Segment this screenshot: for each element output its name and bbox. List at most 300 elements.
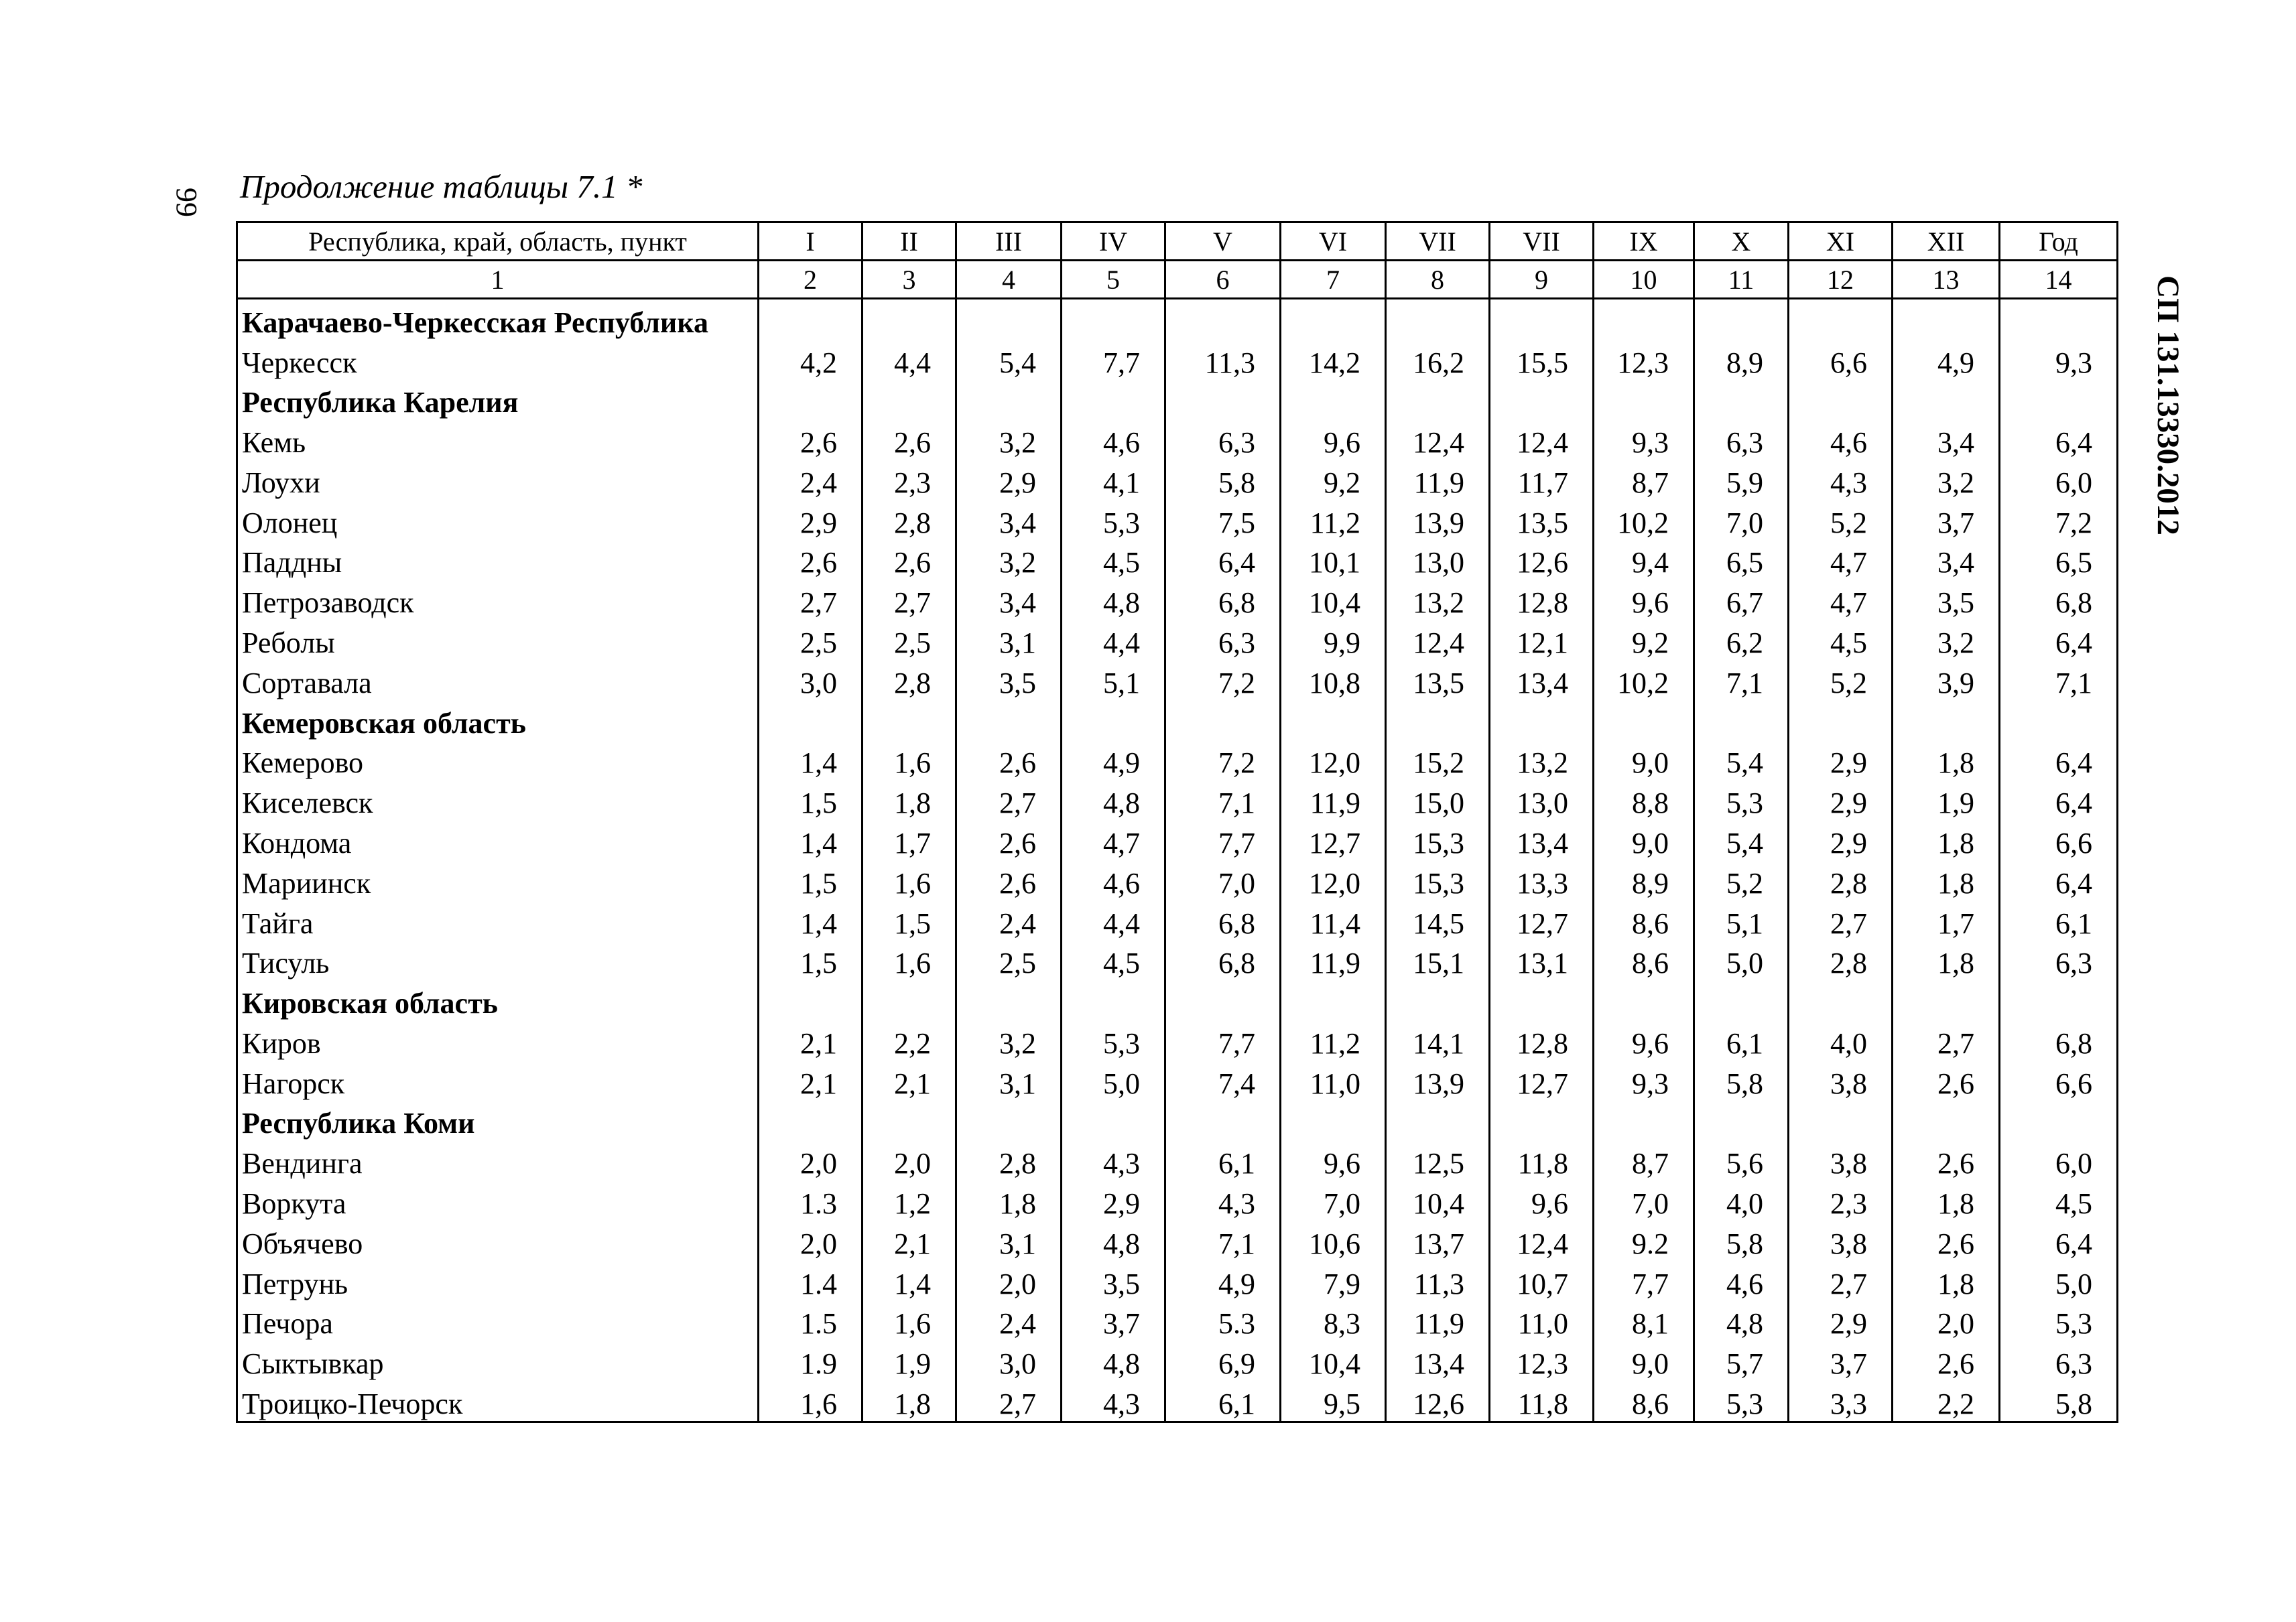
value-cell: 4,4 xyxy=(1062,620,1165,660)
value-cell xyxy=(956,980,1062,1020)
value-cell: 3,1 xyxy=(956,1221,1062,1261)
value-cell: 4,9 xyxy=(1062,740,1165,781)
value-cell: 9,2 xyxy=(1281,460,1386,500)
value-cell: 2,3 xyxy=(863,460,956,500)
value-cell xyxy=(759,980,863,1020)
value-cell: 2,9 xyxy=(1789,820,1893,860)
column-number-cell: 9 xyxy=(1490,261,1594,299)
value-cell: 9,6 xyxy=(1594,580,1694,620)
value-cell: 5,9 xyxy=(1694,460,1789,500)
value-cell: 2,6 xyxy=(759,419,863,460)
value-cell: 2,9 xyxy=(759,500,863,540)
value-cell: 5,0 xyxy=(1694,941,1789,981)
value-cell: 12,5 xyxy=(1386,1140,1490,1180)
value-cell: 6,3 xyxy=(1165,419,1281,460)
value-cell: 2,7 xyxy=(863,580,956,620)
value-cell: 11,9 xyxy=(1386,1301,1490,1341)
value-cell: 2,4 xyxy=(956,1301,1062,1341)
header-row xyxy=(237,222,2118,261)
table-row xyxy=(237,820,2118,860)
value-cell: 2,0 xyxy=(759,1140,863,1180)
value-cell xyxy=(1281,1101,1386,1141)
value-cell: 2,0 xyxy=(1893,1301,2000,1341)
place-name: Реболы xyxy=(237,620,759,660)
value-cell: 6,3 xyxy=(2000,1341,2118,1381)
column-number-cell: 8 xyxy=(1386,261,1490,299)
column-number-cell: 4 xyxy=(956,261,1062,299)
value-cell: 12,8 xyxy=(1490,580,1594,620)
value-cell xyxy=(2000,380,2118,420)
value-cell: 7,2 xyxy=(2000,500,2118,540)
value-cell: 15,3 xyxy=(1386,820,1490,860)
value-cell: 10,7 xyxy=(1490,1261,1594,1301)
value-cell: 2,2 xyxy=(1893,1381,2000,1422)
value-cell: 6,8 xyxy=(1165,941,1281,981)
page-number: 99 xyxy=(170,188,203,217)
column-number-cell: 3 xyxy=(863,261,956,299)
value-cell: 7,7 xyxy=(1594,1261,1694,1301)
value-cell: 13,3 xyxy=(1490,860,1594,900)
value-cell: 15,2 xyxy=(1386,740,1490,781)
value-cell: 3,1 xyxy=(956,1061,1062,1101)
value-cell: 6,1 xyxy=(2000,900,2118,941)
table-row xyxy=(237,460,2118,500)
value-cell: 6,4 xyxy=(2000,620,2118,660)
value-cell xyxy=(759,1101,863,1141)
value-cell: 9,3 xyxy=(2000,340,2118,380)
value-cell: 6,7 xyxy=(1694,580,1789,620)
value-cell: 4,6 xyxy=(1789,419,1893,460)
value-cell: 7,2 xyxy=(1165,660,1281,700)
value-cell: 13,5 xyxy=(1490,500,1594,540)
value-cell: 11,2 xyxy=(1281,500,1386,540)
value-cell: 12,8 xyxy=(1490,1020,1594,1061)
header-cell: IX xyxy=(1594,222,1694,261)
value-cell: 7,1 xyxy=(1165,1221,1281,1261)
value-cell: 10,4 xyxy=(1281,580,1386,620)
header-cell: Республика, край, область, пункт xyxy=(237,222,759,261)
value-cell: 3,4 xyxy=(1893,540,2000,580)
value-cell: 11,0 xyxy=(1490,1301,1594,1341)
value-cell: 2,9 xyxy=(1789,740,1893,781)
value-cell: 10,4 xyxy=(1281,1341,1386,1381)
table-row xyxy=(237,1140,2118,1180)
value-cell: 3,8 xyxy=(1789,1221,1893,1261)
value-cell xyxy=(1789,380,1893,420)
value-cell: 9,0 xyxy=(1594,740,1694,781)
place-name: Петрозаводск xyxy=(237,580,759,620)
value-cell: 5,3 xyxy=(1694,1381,1789,1422)
value-cell: 1,9 xyxy=(1893,780,2000,820)
value-cell: 5,4 xyxy=(956,340,1062,380)
place-name: Кемь xyxy=(237,419,759,460)
value-cell: 2,8 xyxy=(1789,860,1893,900)
value-cell: 2,0 xyxy=(759,1221,863,1261)
value-cell: 2,1 xyxy=(759,1061,863,1101)
value-cell: 12,4 xyxy=(1386,419,1490,460)
value-cell: 12,6 xyxy=(1490,540,1594,580)
value-cell xyxy=(1789,700,1893,740)
region-name: Кемеровская область xyxy=(237,700,759,740)
value-cell: 3,2 xyxy=(956,419,1062,460)
value-cell: 7,2 xyxy=(1165,740,1281,781)
value-cell: 11,0 xyxy=(1281,1061,1386,1101)
value-cell: 4,5 xyxy=(1062,540,1165,580)
region-row xyxy=(237,700,2118,740)
value-cell: 4,3 xyxy=(1165,1180,1281,1221)
value-cell: 4,7 xyxy=(1789,580,1893,620)
value-cell: 1,6 xyxy=(759,1381,863,1422)
value-cell: 2,4 xyxy=(759,460,863,500)
value-cell: 2,6 xyxy=(956,740,1062,781)
value-cell: 6,4 xyxy=(2000,1221,2118,1261)
value-cell: 3,0 xyxy=(759,660,863,700)
place-name: Киров xyxy=(237,1020,759,1061)
value-cell: 2,7 xyxy=(759,580,863,620)
table-body xyxy=(237,299,2118,1422)
value-cell: 11,2 xyxy=(1281,1020,1386,1061)
region-name: Кировская область xyxy=(237,980,759,1020)
value-cell xyxy=(1281,980,1386,1020)
region-row xyxy=(237,380,2118,420)
value-cell: 7,1 xyxy=(1165,780,1281,820)
value-cell: 6,1 xyxy=(1165,1140,1281,1180)
value-cell: 1,9 xyxy=(863,1341,956,1381)
value-cell: 1,2 xyxy=(863,1180,956,1221)
table-row xyxy=(237,1301,2118,1341)
value-cell xyxy=(1386,1101,1490,1141)
value-cell xyxy=(759,700,863,740)
value-cell: 6,3 xyxy=(1165,620,1281,660)
value-cell xyxy=(2000,1101,2118,1141)
place-name: Петрунь xyxy=(237,1261,759,1301)
value-cell: 12,6 xyxy=(1386,1381,1490,1422)
header-cell: II xyxy=(863,222,956,261)
value-cell: 12,1 xyxy=(1490,620,1594,660)
value-cell: 4,7 xyxy=(1062,820,1165,860)
value-cell: 13,2 xyxy=(1490,740,1594,781)
value-cell xyxy=(1281,380,1386,420)
value-cell xyxy=(1165,1101,1281,1141)
value-cell: 1,6 xyxy=(863,941,956,981)
value-cell: 2,3 xyxy=(1789,1180,1893,1221)
value-cell: 12,0 xyxy=(1281,740,1386,781)
header-cell: IV xyxy=(1062,222,1165,261)
value-cell: 4,9 xyxy=(1165,1261,1281,1301)
value-cell: 13,1 xyxy=(1490,941,1594,981)
value-cell: 2,5 xyxy=(863,620,956,660)
value-cell: 4,5 xyxy=(2000,1180,2118,1221)
value-cell: 3,3 xyxy=(1789,1381,1893,1422)
column-number-cell: 12 xyxy=(1789,261,1893,299)
value-cell: 8,9 xyxy=(1694,340,1789,380)
value-cell: 7,0 xyxy=(1694,500,1789,540)
value-cell: 8,7 xyxy=(1594,460,1694,500)
value-cell: 8,6 xyxy=(1594,900,1694,941)
value-cell: 12,7 xyxy=(1490,1061,1594,1101)
value-cell: 2,6 xyxy=(1893,1341,2000,1381)
column-number-cell: 2 xyxy=(759,261,863,299)
value-cell xyxy=(1893,299,2000,340)
place-name: Черкесск xyxy=(237,340,759,380)
value-cell: 2,1 xyxy=(759,1020,863,1061)
value-cell: 4,6 xyxy=(1062,419,1165,460)
value-cell: 7,0 xyxy=(1281,1180,1386,1221)
value-cell: 6,1 xyxy=(1694,1020,1789,1061)
value-cell: 5,4 xyxy=(1694,820,1789,860)
value-cell xyxy=(1062,980,1165,1020)
value-cell: 2,7 xyxy=(1789,1261,1893,1301)
value-cell: 4,8 xyxy=(1694,1301,1789,1341)
value-cell: 6,4 xyxy=(1165,540,1281,580)
value-cell: 4,3 xyxy=(1062,1140,1165,1180)
value-cell: 4,8 xyxy=(1062,780,1165,820)
value-cell: 15,3 xyxy=(1386,860,1490,900)
value-cell: 4,2 xyxy=(759,340,863,380)
value-cell: 1,8 xyxy=(1893,1180,2000,1221)
value-cell: 2,4 xyxy=(956,900,1062,941)
value-cell: 5,2 xyxy=(1694,860,1789,900)
value-cell: 13,0 xyxy=(1490,780,1594,820)
value-cell: 9,0 xyxy=(1594,820,1694,860)
header-cell: III xyxy=(956,222,1062,261)
place-name: Троицко-Печорск xyxy=(237,1381,759,1422)
value-cell: 5,6 xyxy=(1694,1140,1789,1180)
value-cell: 2,9 xyxy=(1062,1180,1165,1221)
value-cell xyxy=(1694,1101,1789,1141)
value-cell: 5,8 xyxy=(2000,1381,2118,1422)
header-cell: Год xyxy=(2000,222,2118,261)
value-cell: 3,2 xyxy=(956,540,1062,580)
value-cell: 1,7 xyxy=(863,820,956,860)
value-cell: 1,5 xyxy=(759,860,863,900)
value-cell: 2,9 xyxy=(1789,780,1893,820)
value-cell: 7,9 xyxy=(1281,1261,1386,1301)
value-cell xyxy=(759,380,863,420)
value-cell: 12,4 xyxy=(1386,620,1490,660)
value-cell xyxy=(1594,980,1694,1020)
value-cell xyxy=(1062,700,1165,740)
value-cell: 6,1 xyxy=(1165,1381,1281,1422)
value-cell: 2,1 xyxy=(863,1221,956,1261)
value-cell: 8,6 xyxy=(1594,941,1694,981)
value-cell xyxy=(1789,299,1893,340)
value-cell: 14,5 xyxy=(1386,900,1490,941)
value-cell: 9,6 xyxy=(1490,1180,1594,1221)
value-cell: 5,0 xyxy=(2000,1261,2118,1301)
value-cell xyxy=(1893,700,2000,740)
place-name: Лоухи xyxy=(237,460,759,500)
value-cell: 10,4 xyxy=(1386,1180,1490,1221)
value-cell: 3,5 xyxy=(1893,580,2000,620)
value-cell: 4,0 xyxy=(1694,1180,1789,1221)
header-cell: XII xyxy=(1893,222,2000,261)
value-cell: 5,2 xyxy=(1789,500,1893,540)
value-cell: 1,8 xyxy=(1893,941,2000,981)
region-row xyxy=(237,1101,2118,1141)
value-cell: 11,8 xyxy=(1490,1381,1594,1422)
value-cell: 4,8 xyxy=(1062,580,1165,620)
value-cell: 3,7 xyxy=(1789,1341,1893,1381)
column-number-cell: 7 xyxy=(1281,261,1386,299)
value-cell xyxy=(1694,380,1789,420)
column-number-row xyxy=(237,261,2118,299)
value-cell: 5,1 xyxy=(1694,900,1789,941)
value-cell: 1,4 xyxy=(759,820,863,860)
value-cell xyxy=(1789,1101,1893,1141)
header-cell: I xyxy=(759,222,863,261)
value-cell: 2,7 xyxy=(956,1381,1062,1422)
value-cell: 11,3 xyxy=(1386,1261,1490,1301)
value-cell xyxy=(1386,980,1490,1020)
table-row xyxy=(237,340,2118,380)
value-cell: 9,0 xyxy=(1594,1341,1694,1381)
value-cell: 6,8 xyxy=(1165,580,1281,620)
place-name: Олонец xyxy=(237,500,759,540)
column-number-cell: 13 xyxy=(1893,261,2000,299)
place-name: Сортавала xyxy=(237,660,759,700)
value-cell: 9,6 xyxy=(1281,419,1386,460)
value-cell: 6,0 xyxy=(2000,1140,2118,1180)
value-cell: 2,1 xyxy=(863,1061,956,1101)
document-code: СП 131.13330.2012 xyxy=(2151,275,2185,535)
value-cell: 1,4 xyxy=(759,740,863,781)
value-cell: 1,4 xyxy=(863,1261,956,1301)
value-cell: 7,1 xyxy=(2000,660,2118,700)
value-cell: 10,2 xyxy=(1594,660,1694,700)
value-cell: 11,9 xyxy=(1281,941,1386,981)
value-cell: 4,5 xyxy=(1789,620,1893,660)
value-cell xyxy=(863,700,956,740)
value-cell: 9,6 xyxy=(1281,1140,1386,1180)
value-cell: 1,4 xyxy=(759,900,863,941)
value-cell: 5,3 xyxy=(1694,780,1789,820)
value-cell: 8,3 xyxy=(1281,1301,1386,1341)
column-number-cell: 6 xyxy=(1165,261,1281,299)
value-cell: 12,4 xyxy=(1490,1221,1594,1261)
value-cell xyxy=(1490,700,1594,740)
value-cell: 1.9 xyxy=(759,1341,863,1381)
place-name: Воркута xyxy=(237,1180,759,1221)
value-cell: 8,6 xyxy=(1594,1381,1694,1422)
value-cell: 5,0 xyxy=(1062,1061,1165,1101)
value-cell xyxy=(1062,299,1165,340)
value-cell: 12,0 xyxy=(1281,860,1386,900)
table-caption: Продолжение таблицы 7.1 * xyxy=(240,168,643,205)
value-cell: 7,1 xyxy=(1694,660,1789,700)
value-cell: 7,7 xyxy=(1165,1020,1281,1061)
value-cell: 1,8 xyxy=(863,780,956,820)
value-cell: 4,4 xyxy=(863,340,956,380)
value-cell xyxy=(2000,700,2118,740)
place-name: Кемерово xyxy=(237,740,759,781)
column-number-cell: 5 xyxy=(1062,261,1165,299)
value-cell: 11,8 xyxy=(1490,1140,1594,1180)
value-cell: 2,7 xyxy=(1893,1020,2000,1061)
value-cell: 2,2 xyxy=(863,1020,956,1061)
value-cell: 6,4 xyxy=(2000,419,2118,460)
value-cell: 2,6 xyxy=(863,540,956,580)
value-cell: 1.4 xyxy=(759,1261,863,1301)
value-cell: 1,6 xyxy=(863,1301,956,1341)
value-cell xyxy=(1893,1101,2000,1141)
value-cell: 5,3 xyxy=(1062,1020,1165,1061)
header-cell: VII xyxy=(1386,222,1490,261)
value-cell xyxy=(1594,700,1694,740)
value-cell: 13,0 xyxy=(1386,540,1490,580)
value-cell: 4,8 xyxy=(1062,1341,1165,1381)
value-cell xyxy=(1062,380,1165,420)
value-cell xyxy=(1281,700,1386,740)
value-cell: 3,5 xyxy=(956,660,1062,700)
value-cell: 2,0 xyxy=(863,1140,956,1180)
value-cell: 10,6 xyxy=(1281,1221,1386,1261)
value-cell: 7,0 xyxy=(1594,1180,1694,1221)
value-cell: 6,8 xyxy=(1165,900,1281,941)
value-cell: 3,8 xyxy=(1789,1061,1893,1101)
value-cell: 2,6 xyxy=(863,419,956,460)
value-cell: 1,6 xyxy=(863,860,956,900)
value-cell xyxy=(2000,980,2118,1020)
value-cell: 9,6 xyxy=(1594,1020,1694,1061)
value-cell xyxy=(1165,700,1281,740)
value-cell: 1,8 xyxy=(1893,860,2000,900)
value-cell: 11,7 xyxy=(1490,460,1594,500)
value-cell: 1,5 xyxy=(863,900,956,941)
value-cell: 1,8 xyxy=(1893,740,2000,781)
value-cell: 4,6 xyxy=(1694,1261,1789,1301)
value-cell: 2,7 xyxy=(1789,900,1893,941)
value-cell xyxy=(1694,980,1789,1020)
value-cell: 13,5 xyxy=(1386,660,1490,700)
value-cell: 4,3 xyxy=(1062,1381,1165,1422)
value-cell: 6,5 xyxy=(2000,540,2118,580)
value-cell: 6,8 xyxy=(2000,580,2118,620)
place-name: Мариинск xyxy=(237,860,759,900)
column-number-cell: 10 xyxy=(1594,261,1694,299)
value-cell: 3,0 xyxy=(956,1341,1062,1381)
value-cell: 2,0 xyxy=(956,1261,1062,1301)
value-cell: 15,1 xyxy=(1386,941,1490,981)
value-cell: 4,3 xyxy=(1789,460,1893,500)
value-cell: 7,7 xyxy=(1165,820,1281,860)
value-cell: 11,4 xyxy=(1281,900,1386,941)
value-cell: 3,2 xyxy=(1893,460,2000,500)
value-cell xyxy=(863,980,956,1020)
value-cell: 12,3 xyxy=(1594,340,1694,380)
value-cell: 9,4 xyxy=(1594,540,1694,580)
place-name: Киселевск xyxy=(237,780,759,820)
place-name: Объячево xyxy=(237,1221,759,1261)
place-name: Сыктывкар xyxy=(237,1341,759,1381)
value-cell: 5,7 xyxy=(1694,1341,1789,1381)
value-cell: 8,1 xyxy=(1594,1301,1694,1341)
value-cell xyxy=(863,1101,956,1141)
value-cell: 3,7 xyxy=(1893,500,2000,540)
value-cell: 4,0 xyxy=(1789,1020,1893,1061)
value-cell: 2,6 xyxy=(1893,1221,2000,1261)
value-cell: 5,8 xyxy=(1165,460,1281,500)
value-cell xyxy=(1594,299,1694,340)
header-cell: XI xyxy=(1789,222,1893,261)
value-cell: 6,8 xyxy=(2000,1020,2118,1061)
value-cell: 9,5 xyxy=(1281,1381,1386,1422)
table-row xyxy=(237,1261,2118,1301)
value-cell xyxy=(1594,380,1694,420)
value-cell: 11,9 xyxy=(1281,780,1386,820)
value-cell: 6,3 xyxy=(1694,419,1789,460)
region-name: Республика Коми xyxy=(237,1101,759,1141)
